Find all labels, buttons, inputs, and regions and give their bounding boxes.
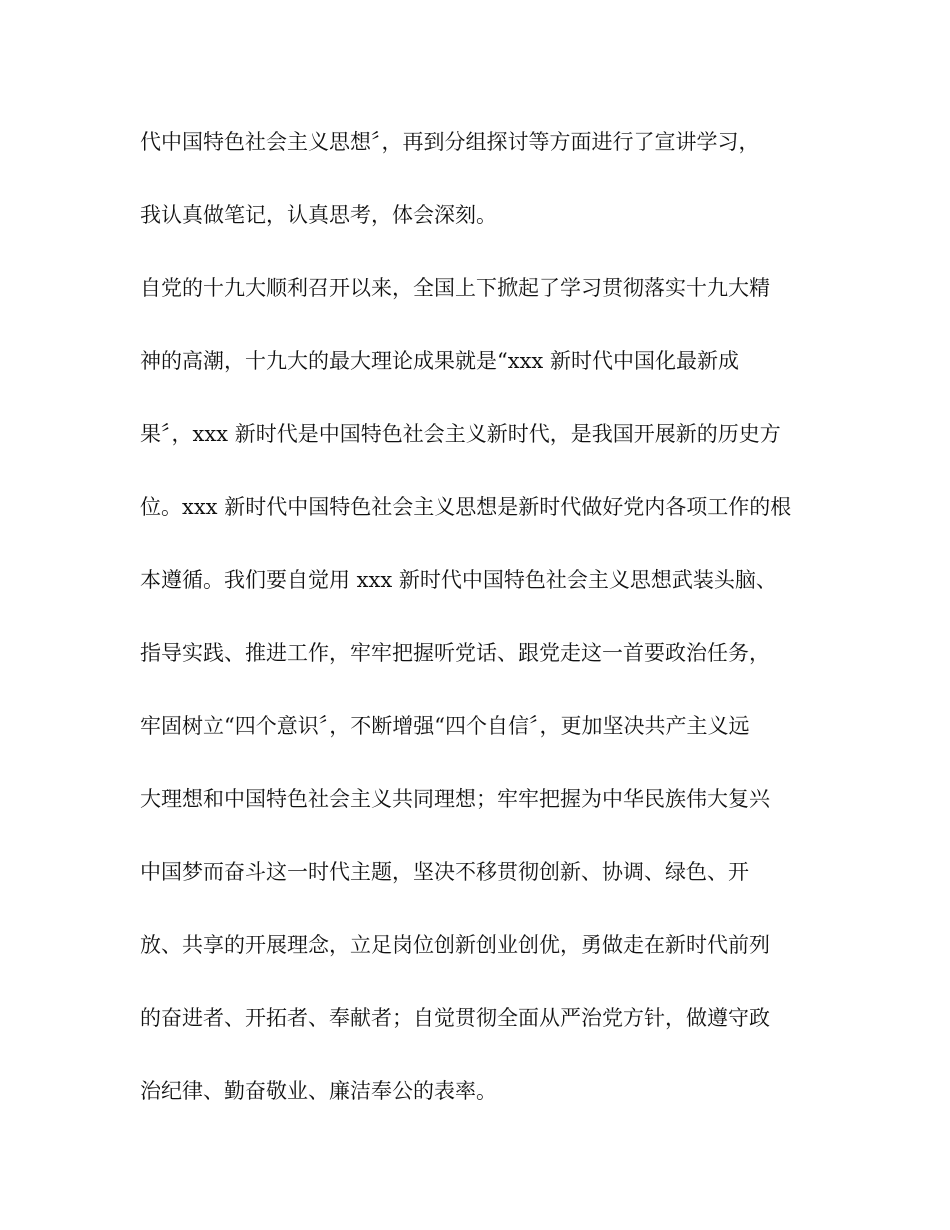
text-line-8: 指导实践、推进工作，牢牢把握听党话、跟党走这一首要政治任务， xyxy=(140,641,770,665)
text-line-12: 放、共享的开展理念，立足岗位创新创业创优，勇做走在新时代前列 xyxy=(140,933,770,957)
text-line-7: 本遵循。我们要自觉用 xxx 新时代中国特色社会主义思想武装头脑、 xyxy=(140,568,777,592)
text-line-2: 我认真做笔记，认真思考，体会深刻。 xyxy=(140,203,497,227)
text-line-10: 大理想和中国特色社会主义共同理想；牢牢把握为中华民族伟大复兴 xyxy=(140,787,770,811)
text-line-4: 神的高潮，十九大的最大理论成果就是“xxx 新时代中国化最新成 xyxy=(140,349,739,373)
text-line-6: 位。xxx 新时代中国特色社会主义思想是新时代做好党内各项工作的根 xyxy=(140,495,792,519)
text-line-3: 自党的十九大顺利召开以来，全国上下掀起了学习贯彻落实十九大精 xyxy=(140,276,770,300)
text-line-1: 代中国特色社会主义思想〞，再到分组探讨等方面进行了宣讲学习， xyxy=(140,130,760,154)
text-line-14: 治纪律、勤奋敬业、廉洁奉公的表率。 xyxy=(140,1079,497,1103)
text-line-11: 中国梦而奋斗这一时代主题，坚决不移贯彻创新、协调、绿色、开 xyxy=(140,860,749,884)
text-line-13: 的奋进者、开拓者、奉献者；自觉贯彻全面从严治党方针，做遵守政 xyxy=(140,1006,770,1030)
text-line-5: 果〞，xxx 新时代是中国特色社会主义新时代，是我国开展新的历史方 xyxy=(140,422,781,446)
text-line-9: 牢固树立“四个意识〞，不断增强“四个自信〞，更加坚决共产主义远 xyxy=(140,714,750,738)
